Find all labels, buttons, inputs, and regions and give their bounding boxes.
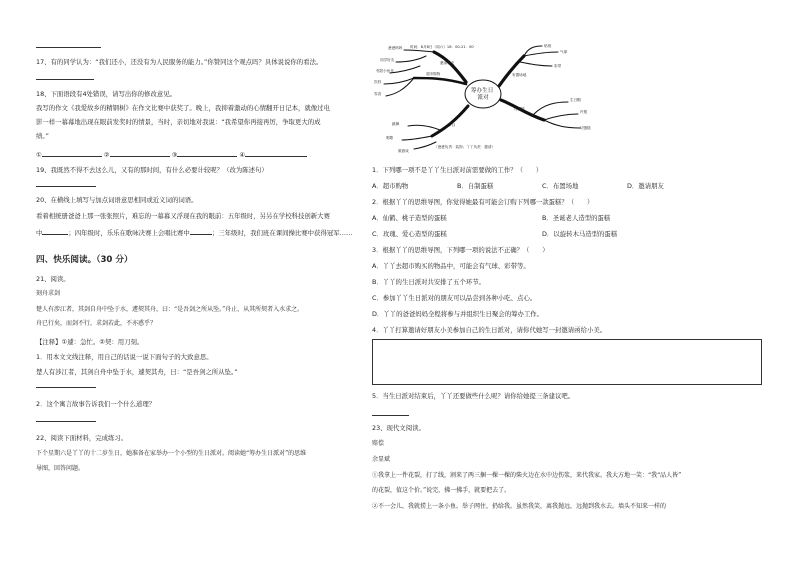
- branch-invite: 邀请亲友: [440, 61, 455, 65]
- center-line-1: 筹办生日: [470, 88, 494, 94]
- passage-text: ①我拿上一件花裂，打了线，割来了两三捆一棵一棵的柴火边在水中边伤浆，来代我家。我大方地一笑：“我“品人皆”: [372, 472, 682, 479]
- mind-map-leaf: 跳舞: [392, 122, 400, 126]
- question-21-1-sentence: 楚人有涉江者，其剑自舟中坠于水，遽契其舟，曰：“是吾剑之所从坠。”: [36, 368, 238, 376]
- question-22: 22、阅读下面材料，完成练习。: [36, 434, 128, 442]
- blank-number: ④: [239, 151, 246, 159]
- question-22-1: 1．下列哪一项不是丫丫生日派对前需要做的工作？（ ）: [372, 166, 543, 174]
- answer-blank[interactable]: [110, 150, 170, 157]
- branch-shop: 超市购物: [426, 72, 441, 76]
- mind-map-leaf: 生日帽: [570, 98, 581, 102]
- option-b[interactable]: B．圣诞老人造型的蛋糕: [542, 214, 611, 222]
- question-19: 19、我既然不得不去这么儿，又有的那时间，有什么必要计较呢？（改为陈述句）: [36, 166, 268, 174]
- mind-map-center-node: [465, 80, 501, 108]
- question-20-text: 看着相统册爸爸上那一张张照片，难忘的一幕幕又浮现在我的眼前：五年级时，另另在学校科技创新大赛: [36, 212, 330, 220]
- blank-number: ①: [36, 151, 42, 159]
- option-d[interactable]: D．以旋转木马造型的蛋糕: [542, 230, 618, 238]
- invitation-answer-box[interactable]: [372, 339, 762, 385]
- option-b[interactable]: B．丫丫的生日派对共安排了五个环节。: [372, 278, 486, 286]
- section-4-heading: 四、快乐阅读。（30 分）: [36, 255, 133, 265]
- question-22-4: 4．丫丫打算邀请好朋友小美参加自己的生日派对，请你代她写一封邀请函给小美。: [372, 326, 607, 334]
- mind-map-leaf: 饮料: [374, 80, 382, 84]
- mind-map-leaf: 彩带: [554, 64, 562, 68]
- question-18-title: 18、下面语段有4处错误，请写出你的修改意见。: [36, 90, 177, 98]
- branch-program: 节目: [448, 123, 456, 127]
- answer-blank[interactable]: [190, 228, 212, 235]
- option-d[interactable]: D．丫丫的爸爸妈妈全程将参与并组织生日聚会的筹办工作。: [372, 310, 544, 318]
- passage-title: 赔偿: [372, 440, 385, 447]
- mind-map-leaf: 切蛋糕: [580, 126, 591, 130]
- answer-line[interactable]: [372, 415, 409, 416]
- passage-text: 下个星期六是丫丫的十二岁生日，她准备在家举办一个小型的生日派对。阅读她“筹办生日派对”的思维: [36, 450, 307, 457]
- mind-map-leaf: 零食: [374, 92, 382, 96]
- mind-map-leaf: 唱歌: [386, 136, 394, 140]
- question-21: 21、阅读。: [36, 275, 70, 283]
- question-22-3: 3．根据丫丫的思维导图，下列哪一项的说法不正确？（ ）: [372, 246, 549, 254]
- mind-map-leaf: 爸爸妈妈: [388, 46, 403, 50]
- answer-line[interactable]: [36, 387, 96, 388]
- question-18-text: 我写的作文《我爱故乡的精钢树》在作文比赛中获奖了。晚上，我抑着激动的心情翻开日记本，就像过电: [36, 104, 330, 112]
- option-c[interactable]: C．布置场地: [542, 182, 579, 190]
- option-c[interactable]: C．参加丫丫生日派对的朋友可以品尝到各种小吃、点心。: [372, 294, 537, 302]
- question-21-2: 2．这个寓言故事告诉我们一个什么道理？: [36, 400, 156, 408]
- option-a[interactable]: A．仙鹤、桃子造型的蛋糕: [372, 214, 447, 222]
- passage-text: 楚人有涉江者，其剑自舟中坠于水，遽契其舟，曰：“是吾剑之所从坠。”舟止，从其所契者入水求之。: [36, 306, 304, 313]
- passage-text: 舟已行矣，而剑不行，求剑若此，不亦惑乎？: [36, 320, 157, 327]
- option-a[interactable]: A．丫丫去超市购买的物品中，可能会有气球、彩带等。: [372, 262, 530, 270]
- question-18-text: 绩。”: [36, 132, 49, 140]
- answer-blank[interactable]: [177, 150, 237, 157]
- answer-blank[interactable]: [42, 228, 68, 235]
- question-23: 23、现代文阅读。: [372, 424, 425, 432]
- answer-line[interactable]: [36, 186, 96, 187]
- question-21-1: 1．用本文文线注释，用自己的话说一说下面句子的大致意思。: [36, 353, 213, 361]
- question-20-title: 20、在横线上填写与加点词语意思相同或近义词的词语。: [36, 196, 198, 204]
- mind-map: [374, 44, 600, 154]
- option-a[interactable]: A．超市购物: [372, 182, 409, 190]
- passage-text: 导图，回答问题。: [36, 465, 85, 472]
- question-17: 17、有的同学认为：“我们还小，还没有为人民服务的能力。”你赞同这个观点吗？具体说说你的看法。: [36, 58, 323, 66]
- annotation-note: 【注释】①遽：急忙。②契：用刀刻。: [36, 338, 144, 346]
- answer-blank[interactable]: [245, 150, 307, 157]
- center-line-2: 派对: [477, 95, 489, 101]
- question-18-text: 影一样一幕幕地出现在眼前发奖时的情景，当时，亲切地对我说：“我希望你再接再厉，争取更大的成: [36, 118, 321, 126]
- answer-blank[interactable]: [42, 150, 102, 157]
- answer-line[interactable]: [36, 47, 101, 48]
- blank-number: ②: [103, 151, 110, 159]
- option-d[interactable]: D．邀请朋友: [627, 182, 664, 190]
- passage-author: 余显斌: [372, 456, 391, 463]
- passage-text: 的花裂，值这个价。”说完，拂一拂手，就要把去了。: [372, 487, 511, 494]
- option-c[interactable]: C．玫瑰、爱心造型的蛋糕: [372, 230, 447, 238]
- mind-map-leaf: 贴纸: [544, 44, 552, 48]
- mind-map-leaf: 气球: [560, 50, 568, 54]
- option-b[interactable]: B．自制蛋糕: [457, 182, 494, 190]
- blank-number: ③: [171, 151, 178, 159]
- question-22-5: 5．当生日派对结束后，丫丫还要做些什么呢？请你给她提三条建议吧。: [372, 392, 575, 400]
- question-22-2: 2．根据丫丫的思维导图，你觉得她最有可能会订购下列哪一款蛋糕？（ ）: [372, 198, 594, 206]
- branch-cake: 订蛋糕: [514, 107, 525, 111]
- question-18-blanks: [36, 150, 307, 159]
- mind-map-top-label: 时间：8月8日（周六）18：00-21：00: [410, 45, 474, 49]
- mind-map-leaf: 同学好友: [380, 58, 395, 62]
- answer-line[interactable]: [36, 79, 94, 80]
- passage-text: ②不一会儿，我就捞上一条小鱼。举子网住，扔给我。虽然我笑，离我抛远，远抛到我水去。墙头不知来一样的: [372, 503, 667, 510]
- branch-decor: 布置场地: [512, 73, 527, 77]
- passage-title: 刻舟求剑: [36, 290, 61, 297]
- mind-map-leaf: 许愿: [580, 110, 588, 114]
- mind-map-leaf: 邻居小伙伴: [376, 69, 394, 73]
- mind-map-leaf: 做游戏: [398, 149, 409, 153]
- answer-line[interactable]: [36, 421, 96, 422]
- mind-map-footer: （爸爸负责：装饰；丫丫负责：邀请）: [434, 145, 496, 149]
- question-20-text: 中 ；四年级时，乐乐在歌咏决赛上会唱比赛中 ；三年级时，我们班在课间操比赛中获得冠军……: [36, 229, 353, 237]
